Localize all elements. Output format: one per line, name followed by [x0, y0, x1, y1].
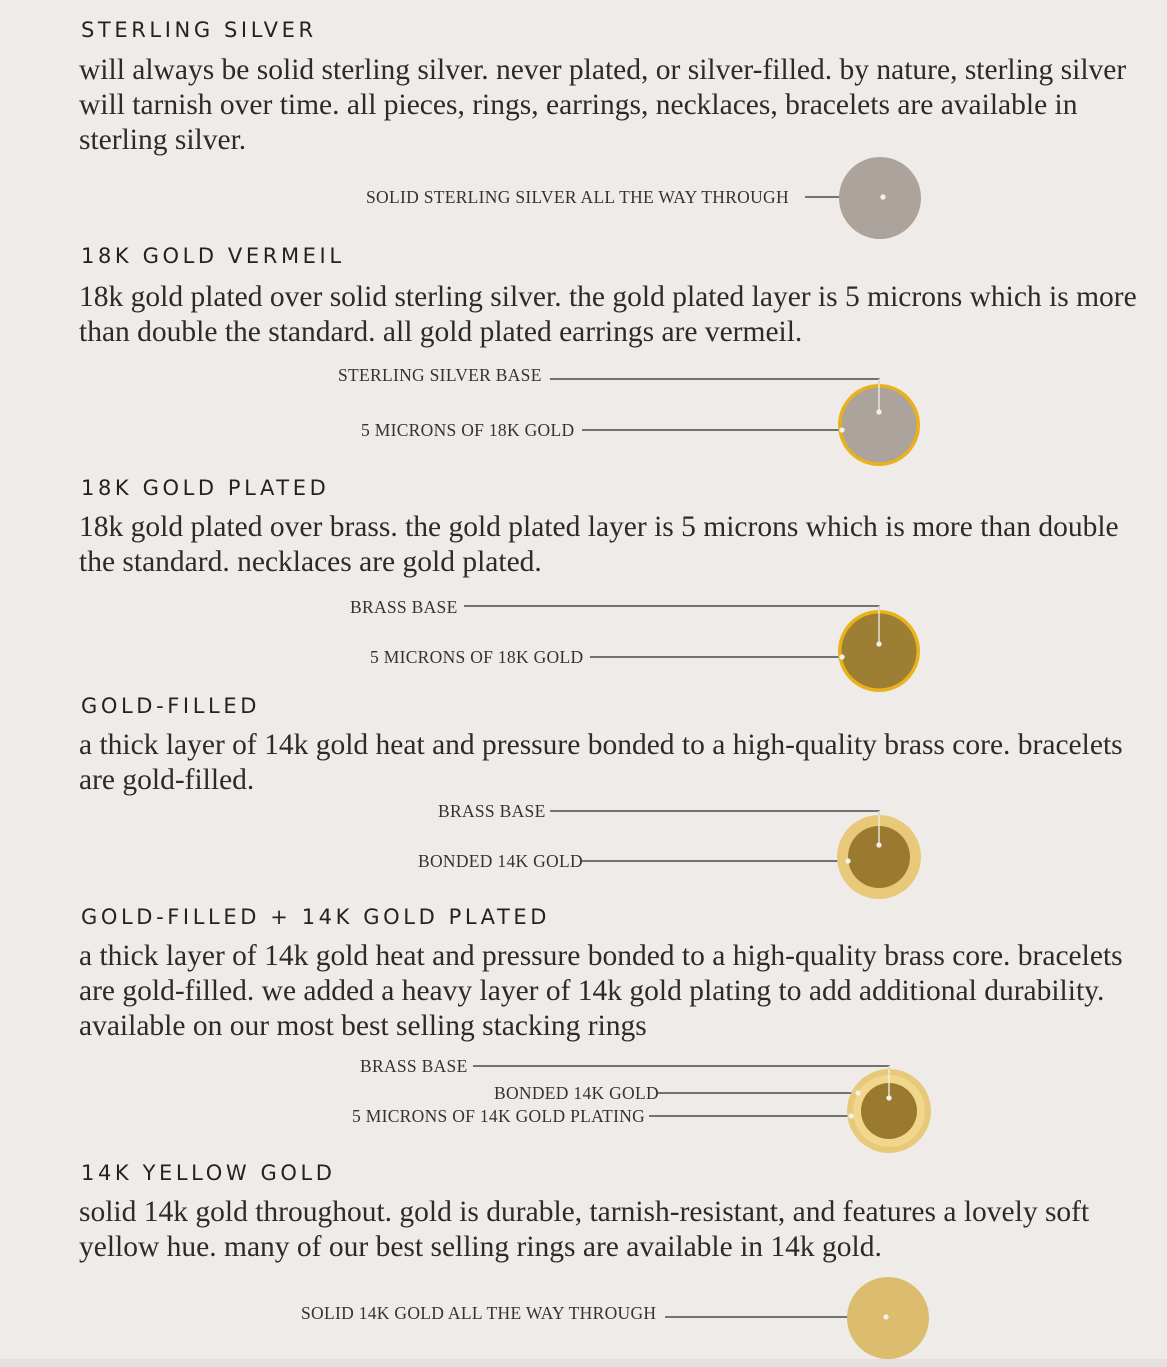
- section-description: 18k gold plated over solid sterling silver. the gold plated layer is 5 microns which is more than double the standard. all gold plated earrings are vermeil.: [79, 281, 1137, 348]
- layer-label-base: BRASS BASE: [360, 1056, 468, 1076]
- section-heading: STERLING SILVER: [81, 18, 317, 42]
- layer-label-bonded: BONDED 14K GOLD: [494, 1083, 659, 1103]
- section-heading: 18K GOLD PLATED: [81, 476, 330, 500]
- section-heading: 14K YELLOW GOLD: [81, 1161, 336, 1185]
- section-heading: GOLD-FILLED + 14K GOLD PLATED: [81, 905, 551, 929]
- layer-label-plating: 5 MICRONS OF 14K GOLD PLATING: [352, 1106, 646, 1126]
- section-heading: GOLD-FILLED: [81, 694, 260, 718]
- section-description: a thick layer of 14k gold heat and pressure bonded to a high-quality brass core. bracelets are gold-filled.: [79, 729, 1123, 796]
- section-description: will always be solid sterling silver. never plated, or silver-filled. by nature, sterling silver will tarnish over time. all pieces, rings, earrings, necklaces, bracelets are available in sterling silver.: [79, 54, 1127, 156]
- layer-label-base: BRASS BASE: [350, 597, 458, 617]
- layer-label-base: STERLING SILVER BASE: [338, 365, 542, 385]
- section-description: 18k gold plated over brass. the gold plated layer is 5 microns which is more than double the standard. necklaces are gold plated.: [79, 511, 1119, 578]
- section-description: a thick layer of 14k gold heat and pressure bonded to a high-quality brass core. bracelets are gold-filled. we added a heavy layer of 14k gold plating to add additional durability. available on our most best selling stacking rings: [79, 940, 1123, 1042]
- leader-line: [550, 811, 879, 845]
- section-heading: 18K GOLD VERMEIL: [81, 244, 345, 268]
- leader-line: [550, 379, 879, 412]
- layer-label-solid-gold: SOLID 14K GOLD ALL THE WAY THROUGH: [301, 1303, 657, 1323]
- section-description: solid 14k gold throughout. gold is durable, tarnish-resistant, and features a lovely soft yellow hue. many of our best selling rings are available in 14k gold.: [79, 1196, 1090, 1263]
- layer-label-bonded: BONDED 14K GOLD: [418, 851, 583, 871]
- layer-label-plating: 5 MICRONS OF 18K GOLD: [370, 647, 584, 667]
- silver-cross-section: [839, 157, 921, 239]
- page-bottom-edge: [0, 1359, 1167, 1367]
- layer-label-base: BRASS BASE: [438, 801, 546, 821]
- leader-line: [464, 606, 879, 644]
- layer-label-solid-silver: SOLID STERLING SILVER ALL THE WAY THROUGH: [366, 187, 789, 207]
- layer-label-plating: 5 MICRONS OF 18K GOLD: [361, 420, 575, 440]
